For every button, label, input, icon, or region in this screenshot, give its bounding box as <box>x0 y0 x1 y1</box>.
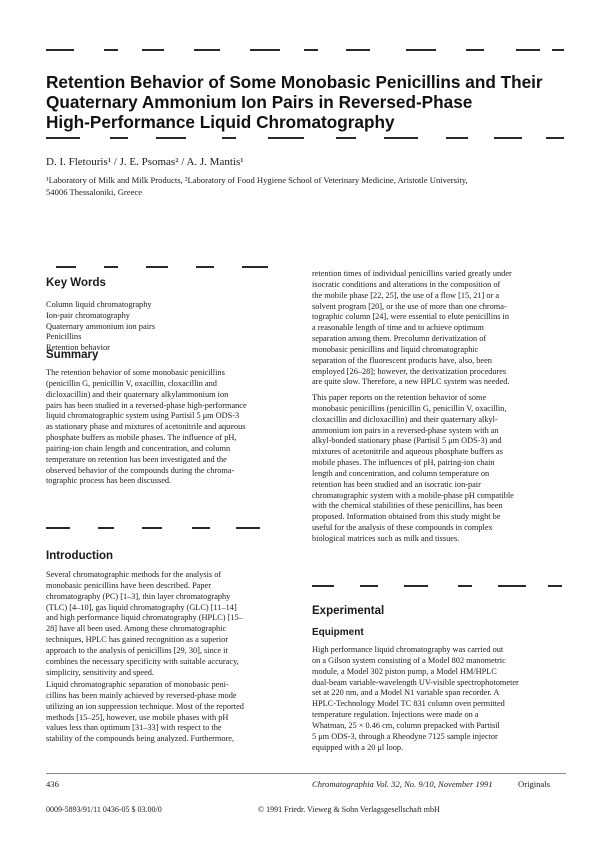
text-line: with the chemical stabilities of these penicillins, has been <box>312 501 503 511</box>
footer-rule <box>46 773 566 774</box>
text-line: dual-beam variable-wavelength UV-visible spectrophotometer <box>312 677 519 687</box>
text-line: module, a Model 302 piston pump, a Model HM/HPLC <box>312 666 497 676</box>
text-line: as stationary phase and mixtures of acetonitrile and aqueous <box>46 422 246 432</box>
keyword-item: Penicillins <box>46 332 82 342</box>
text-line: retention times of individual penicillins varied greatly under <box>312 269 512 278</box>
text-line: (penicillin G, penicillin V, oxacillin, cloxacillin and <box>46 378 217 388</box>
title-dashed-rule <box>46 137 566 139</box>
summary-heading: Summary <box>46 349 99 361</box>
text-line: tographic column [24], were essential to elute penicillins in <box>312 312 509 322</box>
summary-dashed-rule <box>46 527 300 529</box>
text-line: mixtures of acetonitrile and aqueous phosphate buffers as <box>312 447 503 457</box>
text-line: utilizing an ion suppression technique. Most of the reported <box>46 701 244 711</box>
equipment-text <box>312 645 566 753</box>
text-line: and high performance liquid chromatography (HPLC) [15– <box>46 613 243 623</box>
text-line: The retention behavior of some monobasic penicillins <box>46 368 225 377</box>
text-line: methods [15–25], however, use mobile phases with pH <box>46 712 229 722</box>
text-line: chromatographic system with a mobile-phase pH compatible <box>312 490 514 500</box>
text-line: combines the necessary specificity with suitable accuracy, <box>46 656 239 666</box>
introduction-heading: Introduction <box>46 550 114 562</box>
text-line: biological matrices such as milk and tissues. <box>312 533 460 543</box>
text-line: alkyl-bonded stationary phase (Partisil 5 μm ODS-3) and <box>312 436 502 446</box>
keyword-item: Retention behavior <box>46 343 110 353</box>
text-line: temperature regulation. Injections were made on a <box>312 710 479 720</box>
text-line: observed behavior of the compounds during the chroma- <box>46 465 235 475</box>
text-line: This paper reports on the retention behavior of some <box>312 393 487 402</box>
text-line: pairing-ion chain length and concentration, and column <box>46 443 231 453</box>
affiliation-line-1: ¹Laboratory of Milk and Milk Products, ²Laboratory of Food Hygiene School of Veterinary Medicine, Aristotle University, <box>46 175 468 185</box>
page-number: 436 <box>46 779 59 789</box>
text-line: a reasonable length of time and to achieve optimum <box>312 323 484 333</box>
text-line: pairs has been studied in a reversed-phase high-performance <box>46 400 247 410</box>
equipment-subheading: Equipment <box>312 627 364 638</box>
text-line: useful for the analysis of these compounds in complex <box>312 523 493 533</box>
text-line: Liquid chromatographic separation of monobasic peni- <box>46 680 229 689</box>
text-line: 5 μm ODS-3, through a Rheodyne 7125 sample injector <box>312 731 498 741</box>
text-line: Whatman, 25 × 0.46 cm, column prepacked with Partisil <box>312 720 500 730</box>
text-line: dicloxacillin) and their quaternary alkylammonium ion <box>46 389 229 399</box>
text-line: equipped with a 20 μl loop. <box>312 742 404 752</box>
text-line: simplicity, sensitivity and speed. <box>46 667 155 677</box>
introduction-paragraph-2 <box>46 680 300 745</box>
text-line: set at 220 nm, and a Model N1 variable span recorder. A <box>312 688 500 698</box>
introduction-paragraph-1 <box>46 570 300 678</box>
keyword-item: Column liquid chromatography <box>46 300 152 309</box>
title-line-1: Retention Behavior of Some Monobasic Penicillins and Their <box>46 72 543 92</box>
text-line: solvent program [20], or the use of more than one chroma- <box>312 301 507 311</box>
author-list: D. I. Fletouris¹ / J. E. Psomas² / A. J. Mantis¹ <box>46 156 244 168</box>
text-line: cillins has been mainly achieved by reversed-phase mode <box>46 690 237 700</box>
experimental-dashed-rule <box>312 585 566 587</box>
text-line: (TLC) [4–10], gas liquid chromatography (GLC) [11–14] <box>46 602 237 612</box>
title-line-3: High-Performance Liquid Chromatography <box>46 112 395 132</box>
text-line: 28] have all been used. Among these chromatographic <box>46 624 227 634</box>
text-line: ammonium ion pairs in a reversed-phase system with an <box>312 425 499 435</box>
text-line: liquid chromatographic system using Partisil 5 μm ODS-3 <box>46 411 240 421</box>
text-line: approach to the analysis of penicillins [29, 30], since it <box>46 645 228 655</box>
keywords-list <box>46 300 155 354</box>
text-line: length and concentration, and column temperature on <box>312 468 490 478</box>
issn-line: 0009-5893/91/11 0436-05 $ 03.00/0 <box>46 805 162 814</box>
keyword-item: Ion-pair chromatography <box>46 310 130 320</box>
text-line: temperature on retention has been investigated and the <box>46 454 227 464</box>
text-line: cloxacillin and dicloxacillin) and their quaternary alkyl- <box>312 414 498 424</box>
title-line-2: Quaternary Ammonium Ion Pairs in Reversed-Phase <box>46 92 473 112</box>
summary-text <box>46 368 300 487</box>
text-line: monobasic penicillins (penicillin G, penicillin V, oxacillin, <box>312 403 507 413</box>
text-line: chromatography (PC) [1–3], thin layer chromatography <box>46 591 231 601</box>
top-dashed-rule <box>46 49 566 51</box>
article-title <box>46 72 566 132</box>
text-line: the mobile phase [22, 25], the use of a flow [15, 21] or a <box>312 290 500 300</box>
text-line: tographic process has been discussed. <box>46 476 172 486</box>
text-line: monobasic penicillins have been described. Paper <box>46 580 211 590</box>
keywords-heading: Key Words <box>46 277 106 289</box>
affiliation <box>46 174 566 198</box>
text-line: monobasic penicillins and liquid chromatographic <box>312 344 479 354</box>
text-line: employed [26–28]; however, the derivatization procedures <box>312 366 507 376</box>
text-line: mobile phases. The influences of pH, pairing-ion chain <box>312 458 495 468</box>
text-line: are quite slow. Therefore, a new HPLC system was needed. <box>312 377 510 387</box>
text-line: techniques, HPLC has gained recognition as a superior <box>46 635 229 645</box>
keywords-dashed-rule <box>46 266 300 268</box>
text-line: HPLC-Technology Model TC 831 column oven permitted <box>312 699 505 709</box>
right-column-paragraph-2 <box>312 393 566 545</box>
affiliation-line-2: 54006 Thessaloniki, Greece <box>46 187 143 197</box>
text-line: retention has been studied and an isocratic ion-pair <box>312 479 481 489</box>
experimental-heading: Experimental <box>312 605 385 617</box>
text-line: Several chromatographic methods for the analysis of <box>46 570 222 579</box>
text-line: on a Gilson system consisting of a Model 802 manometric <box>312 655 506 665</box>
text-line: isocratic conditions and alterations in the composition of <box>312 279 501 289</box>
text-line: separation of the fluorescent products have, also, been <box>312 355 492 365</box>
text-line: stability of the compounds being analyzed. Furthermore, <box>46 734 235 744</box>
text-line: separation among them. Precolumn derivatization of <box>312 334 487 344</box>
journal-citation: Chromatographia Vol. 32, No. 9/10, November 1991 <box>312 779 493 789</box>
text-line: High performance liquid chromatography was carried out <box>312 645 504 654</box>
keyword-item: Quaternary ammonium ion pairs <box>46 321 156 331</box>
copyright-line: © 1991 Friedr. Vieweg & Sohn Verlagsgesellschaft mbH <box>258 805 440 814</box>
text-line: values less than optimum [31–33] with respect to the <box>46 723 222 733</box>
article-type: Originals <box>518 779 550 789</box>
right-column-paragraph-1 <box>312 269 566 388</box>
text-line: phosphate buffers as mobile phases. The influence of pH, <box>46 433 237 443</box>
text-line: proposed. Information obtained from this study might be <box>312 512 501 522</box>
